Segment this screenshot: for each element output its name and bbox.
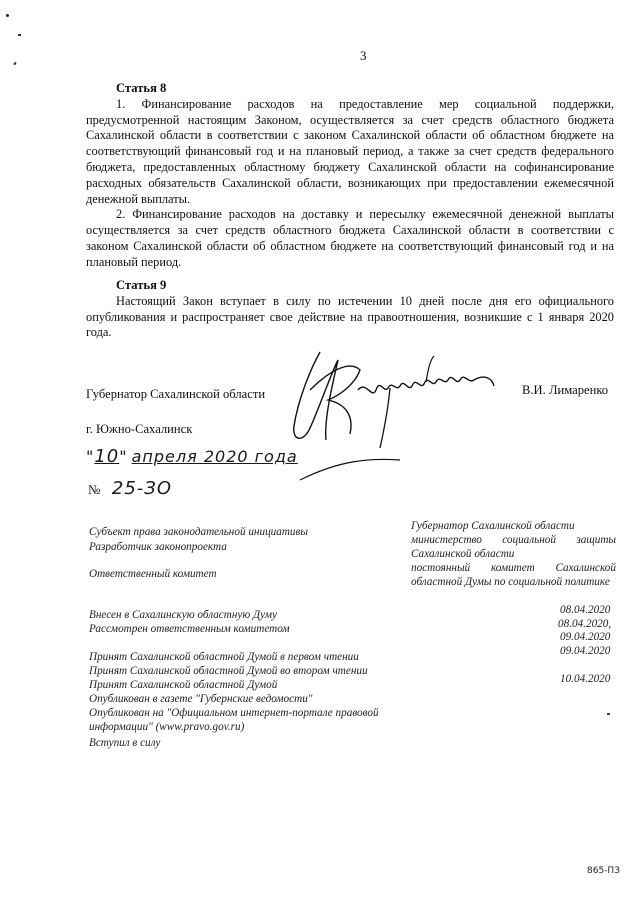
- date-quote-close: ": [119, 447, 128, 466]
- meta-submitted-label: Внесен в Сахалинскую областную Думу: [89, 609, 277, 621]
- number-sign: №: [88, 482, 101, 497]
- meta-committee-value: постоянный комитет Сахалинской областной Думы по социальной политике: [411, 562, 616, 588]
- date-line: [86, 446, 298, 467]
- page-number: 3: [360, 48, 367, 63]
- meta-in-force-label: Вступил в силу: [89, 737, 161, 749]
- scan-speck: [6, 14, 9, 17]
- article-8: [86, 81, 614, 271]
- article-9-heading: Статья 9: [116, 278, 167, 292]
- date-day: 10: [94, 446, 120, 467]
- meta-adopted-label: Принят Сахалинской областной Думой: [89, 679, 278, 691]
- date-month-year: апреля 2020 года: [131, 447, 298, 466]
- meta-adopted-date: 10.04.2020: [560, 673, 611, 685]
- meta-developer-value: министерство социальной защиты Сахалинской области: [411, 534, 616, 560]
- scan-speck: [607, 713, 610, 715]
- meta-second-reading-label: Принят Сахалинской областной Думой во втором чтении: [89, 665, 368, 677]
- footer-mark: 865-ПЗ: [587, 866, 620, 876]
- meta-first-reading-label: Принят Сахалинской областной Думой в первом чтении: [89, 651, 359, 663]
- handwritten-signature: [280, 330, 520, 500]
- meta-published-gazette-label: Опубликован в газете "Губернские ведомости": [89, 693, 313, 705]
- scan-speck: [13, 62, 16, 66]
- article-8-paragraph-1: 1. Финансирование расходов на предоставление мер социальной поддержки, предусмотренной настоящим Законом, осуществляется за счет средств областного бюджета Сахалинской области в соответствии с законом Сахалинской области об областном бюджете на соответствующий финансовый год и на плановый период, а также за счет средств федерального бюджета, предоставленных областному бюджету Сахалинской области на софинансирование расходных обязательств Сахалинской области, возникающих при предоставлении ежемесячной денежной выплаты.: [86, 96, 614, 206]
- meta-subject-label: Субъект права законодательной инициативы: [89, 526, 308, 538]
- meta-committee-label: Ответственный комитет: [89, 568, 217, 580]
- date-quote-open: ": [86, 447, 95, 466]
- meta-submitted-date: 08.04.2020: [560, 604, 611, 616]
- law-number: 25-ЗО: [111, 478, 173, 499]
- meta-published-portal-label: Опубликован на "Официальном интернет-портале правовой информации" (www.pravo.gov.ru): [89, 707, 379, 733]
- city: г. Южно-Сахалинск: [86, 422, 193, 436]
- governor-title: Губернатор Сахалинской области: [86, 387, 266, 401]
- governor-name: В.И. Лимаренко: [522, 383, 609, 397]
- article-8-heading: Статья 8: [116, 81, 167, 95]
- article-8-paragraph-2: 2. Финансирование расходов на доставку и пересылку ежемесячной денежной выплаты осуществляется за счет средств областного бюджета Сахалинской области в соответствии с законом Сахалинской области об областном бюджете на соответствующий финансовый год и на плановый период.: [86, 207, 614, 269]
- meta-subject-value: Губернатор Сахалинской области: [411, 520, 575, 532]
- meta-reviewed-date-2: 09.04.2020: [560, 631, 611, 643]
- article-9-paragraph-1: Настоящий Закон вступает в силу по истечении 10 дней после дня его официального опубликования и распространяет свое действие на правоотношения, возникшие с 1 января 2020 года.: [86, 293, 614, 340]
- scan-speck: [18, 34, 21, 36]
- law-number-line: [88, 478, 172, 499]
- meta-reviewed-date-1: 08.04.2020,: [558, 618, 612, 630]
- meta-developer-label: Разработчик законопроекта: [89, 541, 227, 553]
- meta-reviewed-label: Рассмотрен ответственным комитетом: [89, 623, 290, 635]
- meta-first-reading-date: 09.04.2020: [560, 645, 611, 657]
